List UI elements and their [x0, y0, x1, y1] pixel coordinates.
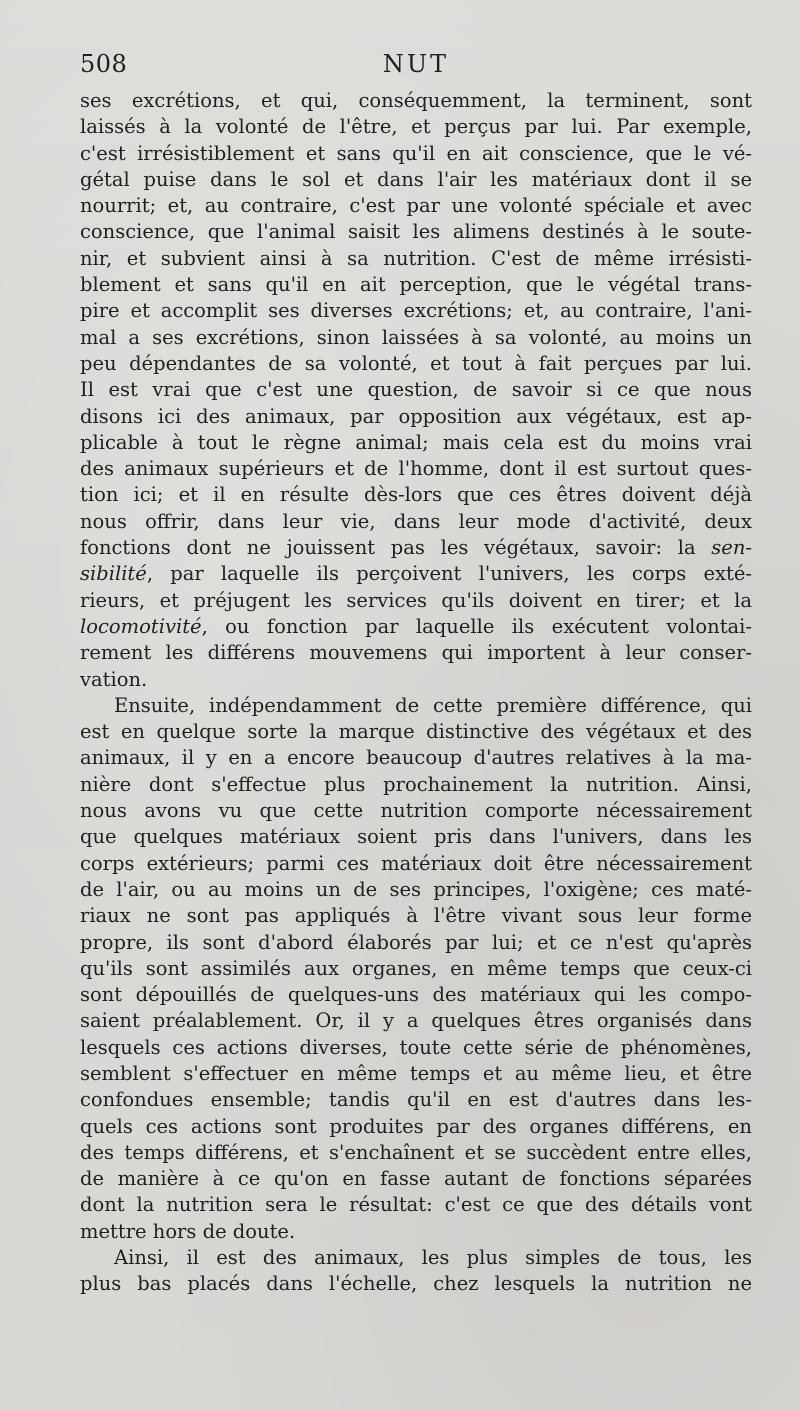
text-line: lesquels ces actions diverses, toute cette série de phénomènes,: [80, 1035, 752, 1059]
text-line: sont dépouillés de quelques-uns des matériaux qui les compo-: [80, 983, 752, 1007]
text-line: quels ces actions sont produites par des organes différens, en: [80, 1114, 752, 1138]
text-line: confondues ensemble; tandis qu'il en est d'autres dans les-: [80, 1088, 752, 1112]
text-line: des temps différens, et s'enchaînent et se succèdent entre elles,: [80, 1140, 752, 1164]
text-line: pire et accomplit ses diverses excrétions; et, au contraire, l'ani-: [80, 299, 752, 323]
text-line: gétal puise dans le sol et dans l'air les matériaux dont il se: [80, 167, 752, 191]
italic-term: locomotivité: [80, 614, 202, 638]
text-line: de manière à ce qu'on en fasse autant de fonctions séparées: [80, 1167, 752, 1191]
text-line: nière dont s'effectue plus prochainement la nutrition. Ainsi,: [80, 772, 752, 796]
text-line: Il est vrai que c'est une question, de savoir si ce que nous: [80, 378, 752, 402]
text-line: [80, 561, 752, 587]
text-line: de l'air, ou au moins un de ses principes, l'oxigène; ces maté-: [80, 877, 752, 901]
text-line: plus bas placés dans l'échelle, chez lesquels la nutrition ne: [80, 1272, 752, 1296]
italic-term: sen-: [711, 536, 752, 560]
text-line: mal a ses excrétions, sinon laissées à sa volonté, au moins un: [80, 325, 752, 349]
text-line: propre, ils sont d'abord élaborés par lui; et ce n'est qu'après: [80, 930, 752, 954]
text-line: [80, 535, 752, 561]
text-line: semblent s'effectuer en même temps et au même lieu, et être: [80, 1061, 752, 1085]
text-line: Ainsi, il est des animaux, les plus simples de tous, les: [114, 1246, 752, 1270]
text-line: corps extérieurs; parmi ces matériaux doit être nécessairement: [80, 851, 752, 875]
text-line: vation.: [80, 667, 148, 691]
text-line: plicable à tout le règne animal; mais cela est du moins vrai: [80, 430, 752, 454]
text-line: riaux ne sont pas appliqués à l'être vivant sous leur forme: [80, 904, 752, 928]
text-line: des animaux supérieurs et de l'homme, dont il est surtout ques-: [80, 457, 752, 481]
text-line: saient préalablement. Or, il y a quelques êtres organisés dans: [80, 1009, 752, 1033]
text-line: conscience, que l'animal saisit les alimens destinés à le soute-: [80, 220, 752, 244]
text-line: dont la nutrition sera le résultat: c'est ce que des détails vont: [80, 1193, 752, 1217]
text-line: nir, et subvient ainsi à sa nutrition. C'est de même irrésisti-: [80, 246, 752, 270]
text-line: blement et sans qu'il en ait perception, que le végétal trans-: [80, 273, 752, 297]
text-line: peu dépendantes de sa volonté, et tout à fait perçues par lui.: [80, 351, 752, 375]
text-line: c'est irrésistiblement et sans qu'il en ait conscience, que le vé-: [80, 141, 752, 165]
text-line: qu'ils sont assimilés aux organes, en même temps que ceux-ci: [80, 956, 752, 980]
text-segment: fonctions dont ne jouissent pas les végétaux, savoir: la: [80, 536, 712, 560]
body-text: [80, 88, 752, 1298]
running-title: NUT: [382, 50, 450, 78]
text-line: nous avons vu que cette nutrition comporte nécessairement: [80, 799, 752, 823]
text-line: tion ici; et il en résulte dès-lors que ces êtres doivent déjà: [80, 483, 752, 507]
running-head: [80, 50, 752, 84]
text-line: ses excrétions, et qui, conséquemment, la terminent, sont: [80, 89, 752, 112]
text-segment: , ou fonction par laquelle ils exécutent volontai-: [201, 614, 752, 638]
text-line: est en quelque sorte la marque distinctive des végétaux et des: [80, 720, 752, 744]
text-line: disons ici des animaux, par opposition aux végétaux, est ap-: [80, 404, 752, 428]
text-line: animaux, il y en a encore beaucoup d'autres relatives à la ma-: [80, 746, 752, 770]
text-line: [80, 614, 752, 640]
text-line: rieurs, et préjugent les services qu'ils doivent en tirer; et la: [80, 588, 752, 612]
text-line: nous offrir, dans leur vie, dans leur mode d'activité, deux: [80, 509, 752, 533]
text-line: laissés à la volonté de l'être, et perçus par lui. Par exemple,: [80, 115, 752, 139]
italic-term: sibilité: [80, 562, 147, 586]
text-line: rement les différens mouvemens qui importent à leur conser-: [80, 641, 752, 665]
text-line: que quelques matériaux soient pris dans l'univers, dans les: [80, 825, 752, 849]
page-number: 508: [80, 50, 128, 78]
text-segment: , par laquelle ils perçoivent l'univers, les corps exté-: [146, 562, 752, 586]
text-line: Ensuite, indépendamment de cette première différence, qui: [114, 693, 752, 717]
text-line: mettre hors de doute.: [80, 1219, 296, 1243]
text-line: nourrit; et, au contraire, c'est par une volonté spéciale et avec: [80, 194, 752, 218]
